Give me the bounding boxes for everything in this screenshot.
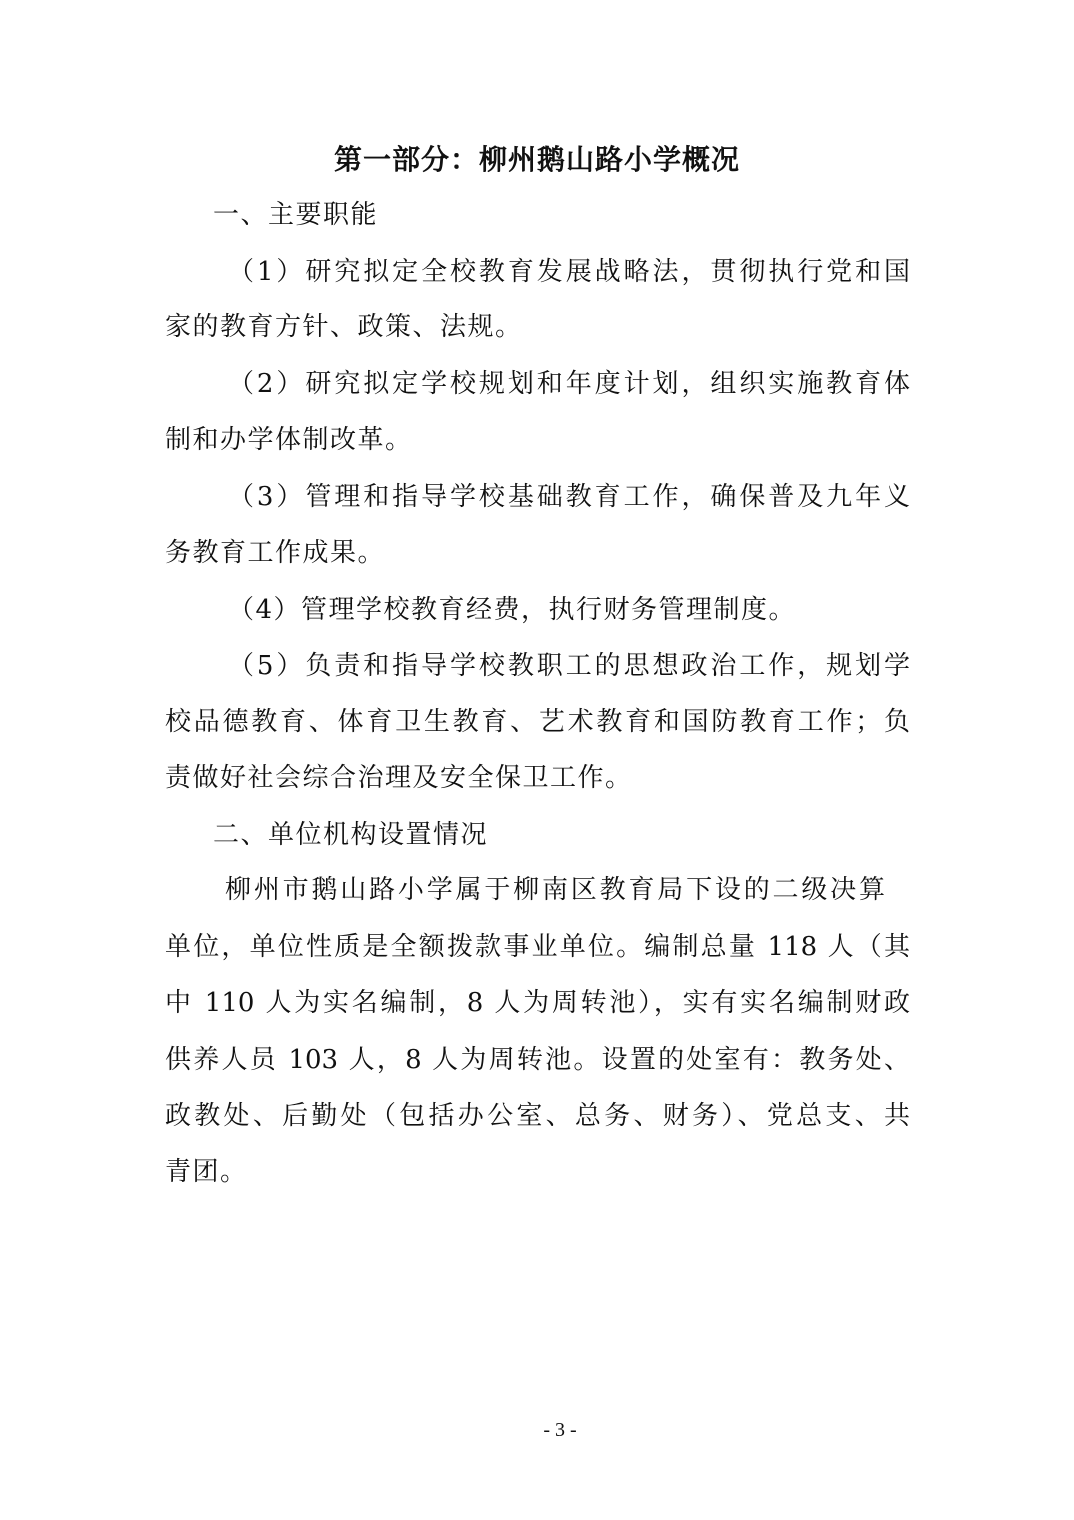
function-item-4-line-1: （4）管理学校教育经费，执行财务管理制度。 — [228, 595, 797, 625]
section-heading-main-functions: 一、主要职能 — [213, 200, 379, 230]
function-item-2-line-1: （2）研究拟定学校规划和年度计划，组织实施教育体 — [228, 369, 910, 399]
function-item-3-line-2: 务教育工作成果。 — [165, 538, 386, 568]
section-heading-organization: 二、单位机构设置情况 — [213, 820, 489, 850]
organization-paragraph-line-1: 柳州市鹅山路小学属于柳南区教育局下设的二级决算 — [225, 875, 885, 905]
function-item-1-line-2: 家的教育方针、政策、法规。 — [165, 312, 523, 342]
organization-paragraph-line-6: 青团。 — [165, 1157, 248, 1187]
function-item-5-line-2: 校品德教育、体育卫生教育、艺术教育和国防教育工作；负 — [165, 707, 910, 737]
function-item-3-line-1: （3）管理和指导学校基础教育工作，确保普及九年义 — [228, 482, 910, 512]
function-item-2-line-2: 制和办学体制改革。 — [165, 425, 413, 455]
function-item-5-line-1: （5）负责和指导学校教职工的思想政治工作，规划学 — [228, 651, 910, 681]
organization-paragraph-line-4: 供养人员 103 人，8 人为周转池。设置的处室有：教务处、 — [165, 1045, 910, 1075]
page-title: 第一部分：柳州鹅山路小学概况 — [333, 143, 740, 176]
page-number: - 3 - — [543, 1419, 577, 1441]
function-item-1-line-1: （1）研究拟定全校教育发展战略法，贯彻执行党和国 — [228, 257, 910, 287]
function-item-5-line-3: 责做好社会综合治理及安全保卫工作。 — [165, 763, 633, 793]
organization-paragraph-line-3: 中 110 人为实名编制，8 人为周转池），实有实名编制财政 — [165, 988, 910, 1018]
organization-paragraph-line-2: 单位，单位性质是全额拨款事业单位。编制总量 118 人（其 — [165, 932, 910, 962]
organization-paragraph-line-5: 政教处、后勤处（包括办公室、总务、财务）、党总支、共 — [165, 1101, 910, 1131]
